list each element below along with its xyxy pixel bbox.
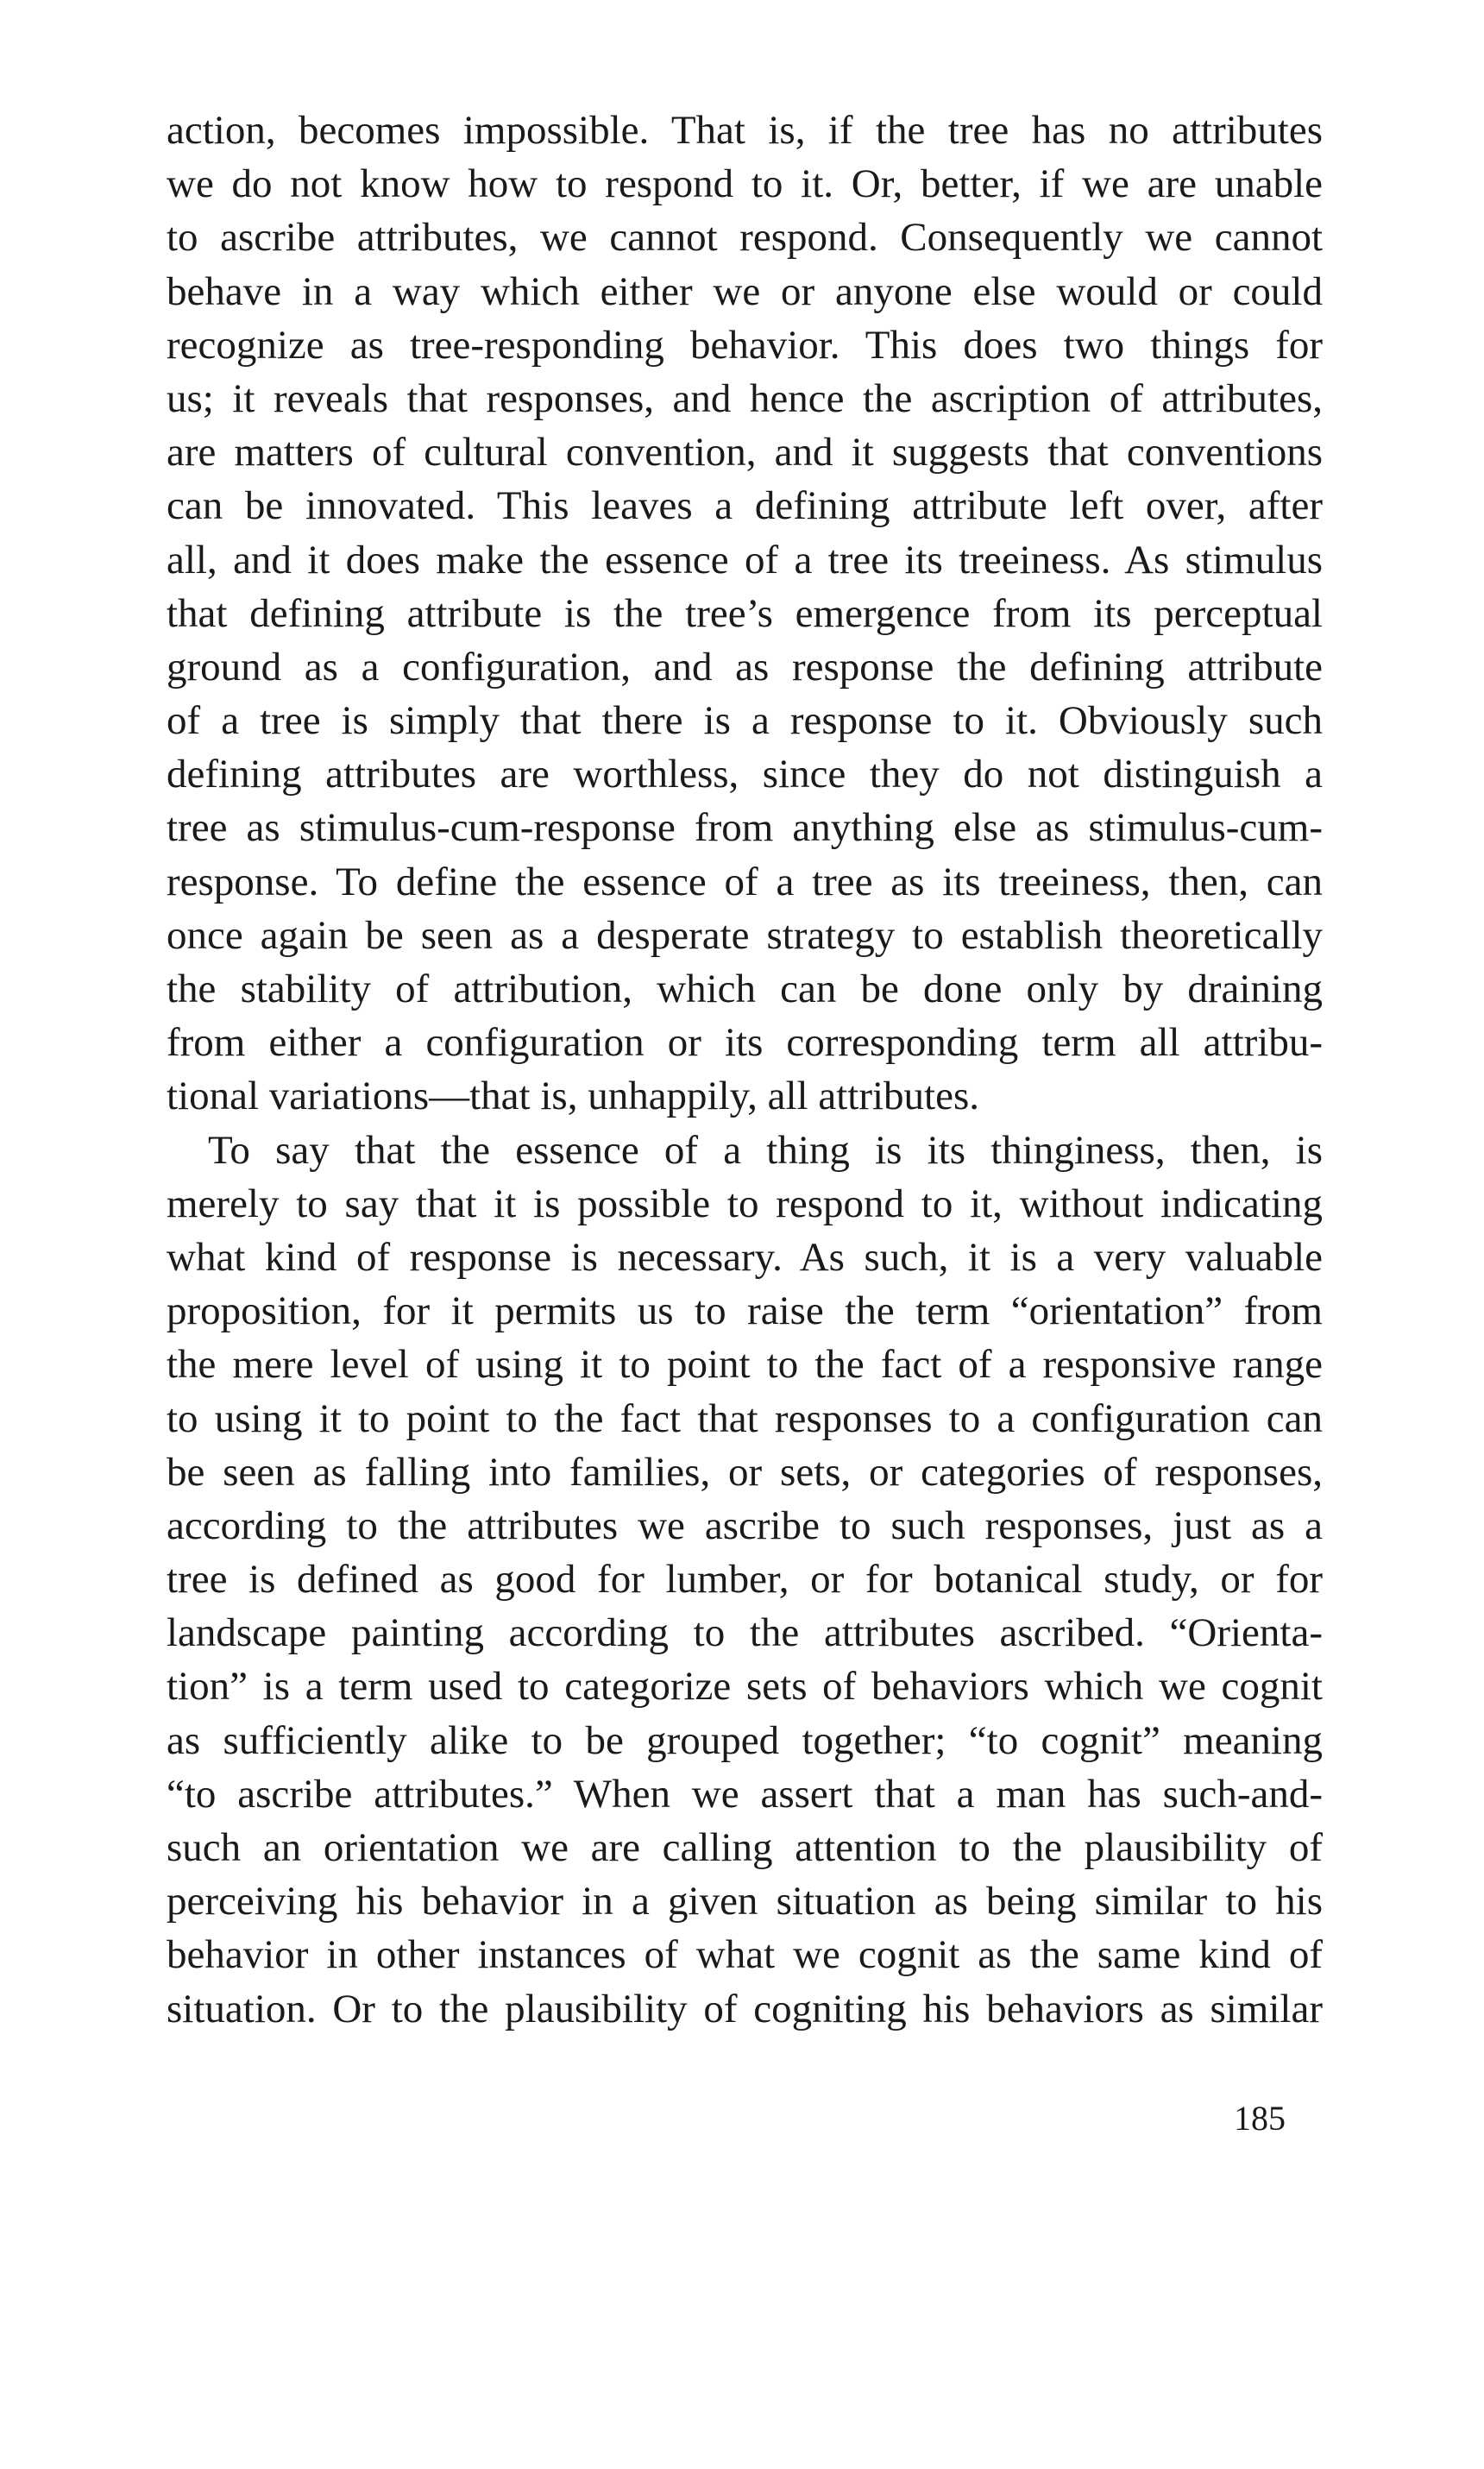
text-line: we do not know how to respond to it. Or, better, if we are unable — [167, 161, 1323, 207]
text-line: according to the attributes we ascribe to such responses, just as a — [167, 1502, 1323, 1548]
text-line: to ascribe attributes, we cannot respond. Consequently we cannot — [167, 215, 1323, 261]
page-number: 185 — [1234, 2099, 1286, 2138]
text-line: as sufficiently alike to be grouped together; “to cognit” meaning — [167, 1717, 1323, 1763]
text-line: response. To define the essence of a tree as its treeiness, then, can — [167, 859, 1323, 904]
text-line: be seen as falling into families, or sets, or categories of responses, — [167, 1449, 1323, 1495]
text-line: from either a configuration or its corresponding term all attribu- — [167, 1020, 1323, 1066]
text-line: situation. Or to the plausibility of cogniting his behaviors as similar — [167, 1986, 1323, 2031]
text-line: what kind of response is necessary. As such, it is a very valuable — [167, 1234, 1323, 1280]
text-line: can be innovated. This leaves a defining attribute left over, after — [167, 483, 1323, 529]
text-line: defining attributes are worthless, since they do not distinguish a — [167, 752, 1323, 797]
text-line: recognize as tree-responding behavior. This does two things for — [167, 322, 1323, 368]
text-line: tional variations—that is, unhappily, all attributes. — [167, 1074, 979, 1119]
text-line: action, becomes impossible. That is, if the tree has no attributes — [167, 108, 1323, 153]
text-line: tion” is a term used to categorize sets of behaviors which we cognit — [167, 1664, 1323, 1710]
text-line: of a tree is simply that there is a response to it. Obviously such — [167, 698, 1323, 744]
text-line: landscape painting according to the attributes ascribed. “Orienta- — [167, 1610, 1323, 1656]
text-line: all, and it does make the essence of a tree its treeiness. As stimulus — [167, 537, 1323, 583]
text-line: merely to say that it is possible to respond to it, without indicating — [167, 1181, 1323, 1226]
text-line: such an orientation we are calling attention to the plausibility of — [167, 1825, 1323, 1870]
text-line: To say that the essence of a thing is its thinginess, then, is — [208, 1127, 1323, 1173]
text-line: behavior in other instances of what we cognit as the same kind of — [167, 1932, 1323, 1978]
body-text — [167, 104, 1323, 2036]
paragraph-1 — [167, 104, 1323, 1124]
text-line: tree as stimulus-cum-response from anything else as stimulus-cum- — [167, 805, 1323, 851]
text-line: perceiving his behavior in a given situation as being similar to his — [167, 1879, 1323, 1924]
text-line: ground as a configuration, and as response the defining attribute — [167, 644, 1323, 690]
text-line: tree is defined as good for lumber, or for botanical study, or for — [167, 1557, 1323, 1603]
text-line: that defining attribute is the tree’s emergence from its perceptual — [167, 590, 1323, 636]
text-line: us; it reveals that responses, and hence the ascription of attributes, — [167, 375, 1323, 421]
text-line: to using it to point to the fact that responses to a configuration can — [167, 1395, 1323, 1441]
text-line: “to ascribe attributes.” When we assert that a man has such-and- — [167, 1771, 1323, 1817]
text-line: once again be seen as a desperate strategy to establish theoretically — [167, 912, 1323, 958]
text-line: are matters of cultural convention, and it suggests that conventions — [167, 430, 1323, 476]
paragraph-2 — [167, 1124, 1323, 2036]
text-line: the mere level of using it to point to the fact of a responsive range — [167, 1342, 1323, 1388]
text-line: behave in a way which either we or anyone else would or could — [167, 268, 1323, 314]
text-line: the stability of attribution, which can be done only by draining — [167, 967, 1323, 1011]
text-line: proposition, for it permits us to raise the term “orientation” from — [167, 1288, 1323, 1334]
